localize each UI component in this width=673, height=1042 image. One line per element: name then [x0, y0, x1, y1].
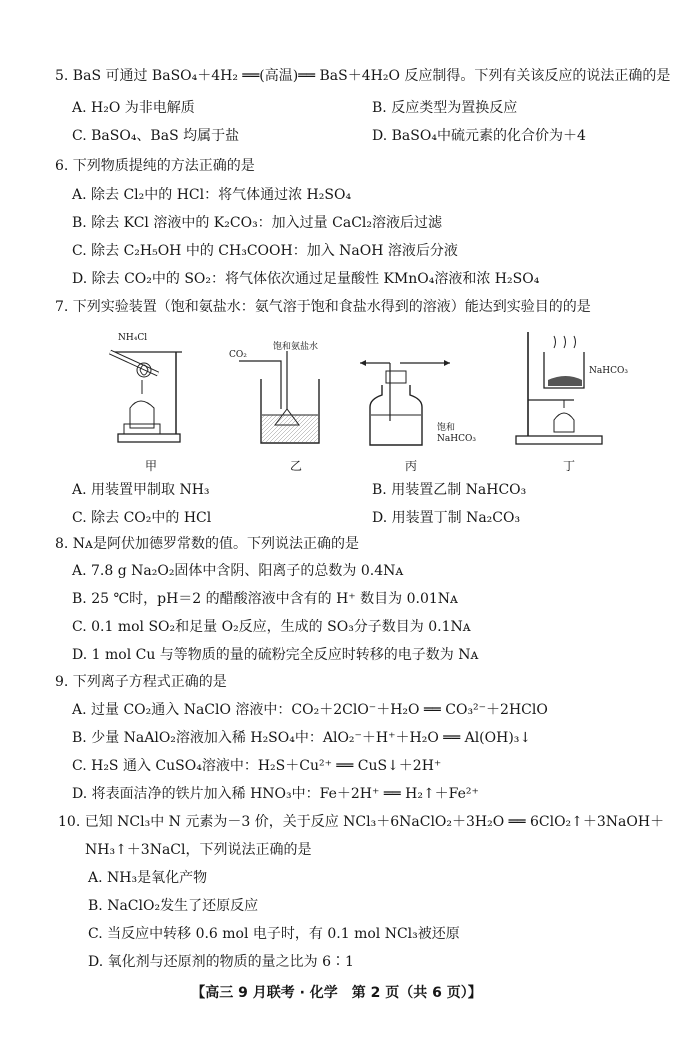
- apparatus-ding-caption: 丁: [563, 459, 576, 473]
- q9-stem: 9. 下列离子方程式正确的是: [55, 674, 227, 690]
- q8-option-d: D. 1 mol Cu 与等物质的量的硫粉完全反应时转移的电子数为 Nᴀ: [72, 647, 479, 663]
- q7-option-d: D. 用装置丁制 Na₂CO₃: [372, 510, 521, 526]
- q10-option-b: B. NaClO₂发生了还原反应: [88, 898, 259, 914]
- q8-stem: 8. Nᴀ是阿伏加德罗常数的值。下列说法正确的是: [55, 536, 359, 552]
- q8-option-a: A. 7.8 g Na₂O₂固体中含阴、阳离子的总数为 0.4Nᴀ: [72, 563, 404, 579]
- q9-option-a: A. 过量 CO₂通入 NaClO 溶液中：CO₂＋2ClO⁻＋H₂O ══ CO₃²⁻＋2HClO: [72, 702, 548, 718]
- q5-option-d: D. BaSO₄中硫元素的化合价为＋4: [372, 128, 586, 144]
- page-footer: 【高三 9 月联考 · 化学 第 2 页（共 6 页）】: [191, 985, 482, 1001]
- q5-option-c: C. BaSO₄、BaS 均属于盐: [72, 128, 240, 144]
- q10-stem-line1: 10. 已知 NCl₃中 N 元素为－3 价，关于反应 NCl₃＋6NaClO₂＋3H₂O ══ 6ClO₂↑＋3NaOH＋: [58, 814, 665, 830]
- q10-option-c: C. 当反应中转移 0.6 mol 电子时，有 0.1 mol NCl₃被还原: [88, 926, 460, 942]
- apparatus-yi-label-solution: 饱和氨盐水: [273, 342, 319, 352]
- apparatus-yi-label-gas: CO₂: [229, 350, 247, 360]
- q8-option-b: B. 25 ℃时，pH＝2 的醋酸溶液中含有的 H⁺ 数目为 0.01Nᴀ: [72, 591, 458, 607]
- q9-option-c: C. H₂S 通入 CuSO₄溶液中：H₂S＋Cu²⁺ ══ CuS↓＋2H⁺: [72, 758, 442, 774]
- q6-option-b: B. 除去 KCl 溶液中的 K₂CO₃：加入过量 CaCl₂溶液后过滤: [72, 215, 442, 231]
- q5-option-a: A. H₂O 为非电解质: [72, 100, 195, 116]
- q5-stem: 5. BaS 可通过 BaSO₄＋4H₂ ══(高温)══ BaS＋4H₂O 反应制得。下列有关该反应的说法正确的是: [55, 68, 671, 84]
- q10-option-a: A. NH₃是氧化产物: [88, 870, 208, 886]
- q5-option-b: B. 反应类型为置换反应: [372, 100, 518, 116]
- apparatus-jia-caption: 甲: [145, 459, 158, 473]
- apparatus-ding-label: NaHCO₃: [589, 366, 628, 376]
- apparatus-jia-figure: [100, 330, 200, 450]
- q7-option-a: A. 用装置甲制取 NH₃: [72, 482, 210, 498]
- q7-option-c: C. 除去 CO₂中的 HCl: [72, 510, 212, 526]
- q6-stem: 6. 下列物质提纯的方法正确的是: [55, 158, 255, 174]
- q6-option-d: D. 除去 CO₂中的 SO₂：将气体依次通过足量酸性 KMnO₄溶液和浓 H₂SO₄: [72, 271, 540, 287]
- apparatus-jia-label: NH₄Cl: [118, 333, 148, 343]
- q7-stem: 7. 下列实验装置（饱和氨盐水：氨气溶于饱和食盐水得到的溶液）能达到实验目的的是: [55, 299, 591, 315]
- q10-stem-line2: NH₃↑＋3NaCl，下列说法正确的是: [85, 842, 312, 858]
- apparatus-yi-caption: 乙: [290, 459, 303, 473]
- q9-option-b: B. 少量 NaAlO₂溶液加入稀 H₂SO₄中：AlO₂⁻＋H⁺＋H₂O ══ Al(OH)₃↓: [72, 730, 532, 746]
- q6-option-a: A. 除去 Cl₂中的 HCl：将气体通过浓 H₂SO₄: [72, 187, 352, 203]
- apparatus-ding-figure: [510, 330, 620, 450]
- q8-option-c: C. 0.1 mol SO₂和足量 O₂反应，生成的 SO₃分子数目为 0.1Nᴀ: [72, 619, 471, 635]
- apparatus-bing-label-solution: 饱和 NaHCO₃: [437, 423, 476, 444]
- q6-option-c: C. 除去 C₂H₅OH 中的 CH₃COOH：加入 NaOH 溶液后分液: [72, 243, 458, 259]
- apparatus-bing-caption: 丙: [405, 459, 418, 473]
- q10-option-d: D. 氧化剂与还原剂的物质的量之比为 6∶1: [88, 954, 354, 970]
- q7-option-b: B. 用装置乙制 NaHCO₃: [372, 482, 527, 498]
- q9-option-d: D. 将表面洁净的铁片加入稀 HNO₃中：Fe＋2H⁺ ══ H₂↑＋Fe²⁺: [72, 786, 479, 802]
